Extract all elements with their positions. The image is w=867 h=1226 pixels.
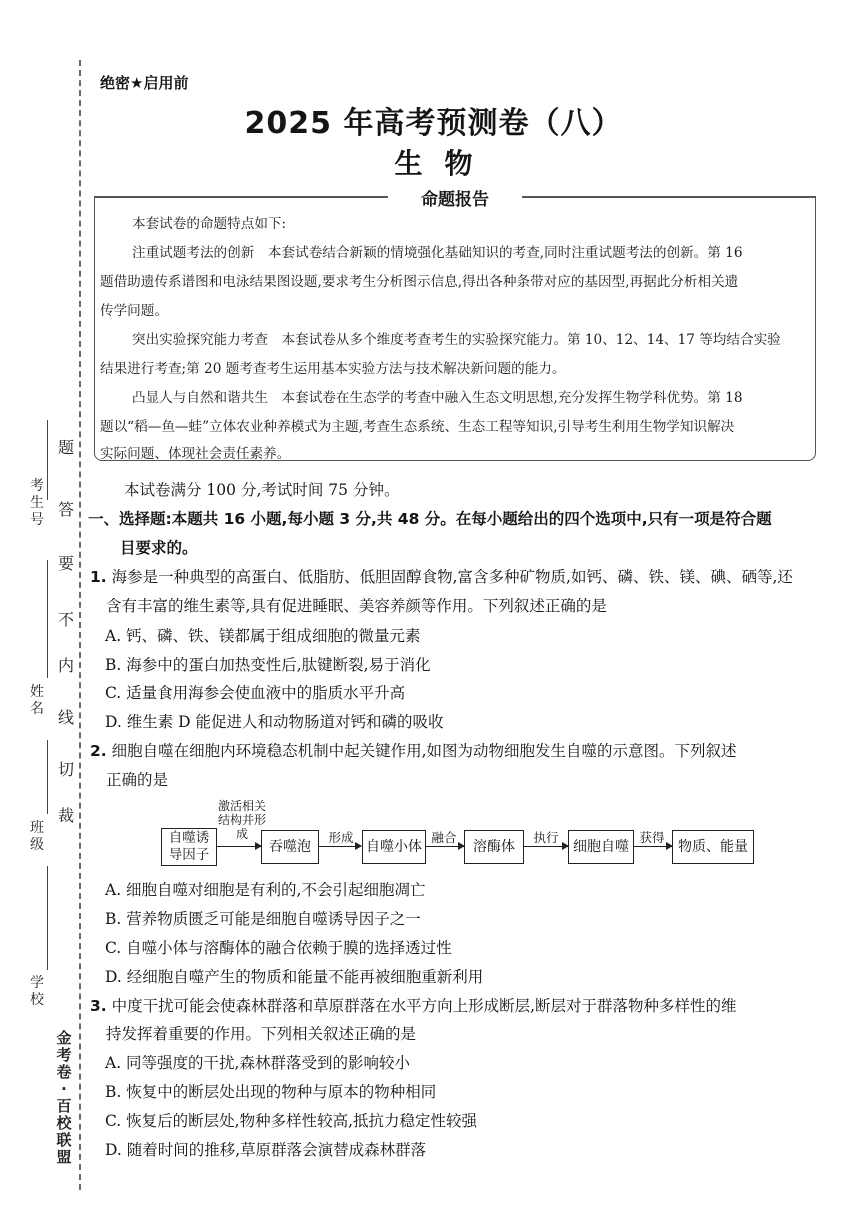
class-label: 班级 (30, 820, 44, 853)
report-line: 本套试卷的命题特点如下: (132, 216, 287, 232)
margin-char: 内 (57, 656, 74, 675)
margin-char: 裁 (57, 806, 74, 825)
question-2-stem (90, 739, 737, 761)
flow-box-phagophore: 吞噬泡 (261, 830, 319, 864)
report-line: 题以“稻—鱼—蛙”立体农业种养模式为主题,考查生态系统、生态工程等知识,引导考生利用生物学知识解决 (100, 419, 735, 435)
question-3-option-d[interactable]: D. 随着时间的推移,草原群落会演替成森林群落 (105, 1141, 427, 1159)
question-2-option-a[interactable]: A. 细胞自噬对细胞是有利的,不会引起细胞凋亡 (105, 881, 426, 899)
question-3-option-c[interactable]: C. 恢复后的断层处,物种多样性较高,抵抗力稳定性较强 (105, 1112, 478, 1130)
question-1-option-b[interactable]: B. 海参中的蛋白加热变性后,肽键断裂,易于消化 (105, 656, 431, 674)
flow-label-fuse: 融合 (431, 830, 457, 845)
class-field[interactable] (47, 740, 48, 814)
question-3-option-b[interactable]: B. 恢复中的断层处出现的物种与原本的物种相同 (105, 1083, 437, 1101)
confidential-mark: 绝密★启用前 (100, 74, 189, 92)
report-line: 突出实验探究能力考查 本套试卷从多个维度考查考生的实验探究能力。第 10、12、14、17 等均结合实验 (132, 332, 781, 348)
question-number: 3. (90, 997, 107, 1015)
question-2-option-b[interactable]: B. 营养物质匮乏可能是细胞自噬诱导因子之一 (105, 910, 421, 928)
margin-char: 线 (57, 708, 74, 727)
margin-char: 切 (57, 760, 74, 779)
school-label: 学校 (30, 975, 44, 1008)
question-number: 2. (90, 742, 107, 760)
student-id-label: 考生号 (30, 478, 44, 528)
question-1-option-d[interactable]: D. 维生素 D 能促进人和动物肠道对钙和磷的吸收 (105, 713, 444, 731)
name-field[interactable] (47, 560, 48, 678)
margin-char: 答 (57, 500, 74, 519)
question-1-option-c[interactable]: C. 适量食用海参会使血液中的脂质水平升高 (105, 684, 406, 702)
question-3-stem (90, 994, 737, 1016)
margin-char: 要 (57, 554, 74, 573)
school-field[interactable] (47, 866, 48, 970)
subject-title: 生物 (394, 147, 495, 180)
binding-cut-line (79, 60, 81, 1190)
flow-label-form: 形成 (328, 830, 354, 845)
report-title: 命题报告 (421, 190, 489, 210)
flow-box-autophagosome: 自噬小体 (362, 830, 426, 864)
flow-box-lysosome: 溶酶体 (464, 830, 524, 864)
report-line: 结果进行考查;第 20 题考查考生运用基本实验方法与技术解决新问题的能力。 (100, 361, 566, 377)
flow-arrow (524, 846, 568, 847)
report-line: 传学问题。 (100, 303, 168, 319)
question-2-option-c[interactable]: C. 自噬小体与溶酶体的融合依赖于膜的选择透过性 (105, 939, 452, 957)
name-label: 姓名 (30, 684, 44, 717)
flow-arrow (217, 846, 261, 847)
margin-char: 题 (57, 438, 74, 457)
page-title: 2025 年高考预测卷（八） (244, 106, 623, 141)
student-id-field[interactable] (47, 420, 48, 500)
question-3-stem-cont: 持发挥着重要的作用。下列相关叙述正确的是 (106, 1025, 417, 1043)
flow-label-execute: 执行 (533, 830, 559, 845)
question-3-option-a[interactable]: A. 同等强度的干扰,森林群落受到的影响较小 (105, 1054, 410, 1072)
question-2-option-d[interactable]: D. 经细胞自噬产生的物质和能量不能再被细胞重新利用 (105, 968, 484, 986)
flow-box-autophagy: 细胞自噬 (568, 830, 634, 864)
section-heading-cont: 目要求的。 (120, 539, 198, 557)
flow-arrow (319, 846, 361, 847)
margin-char: 不 (57, 610, 74, 629)
brand-vertical: 金考卷·百校联盟 (56, 1029, 72, 1166)
exam-intro: 本试卷满分 100 分,考试时间 75 分钟。 (124, 481, 400, 499)
question-1-option-a[interactable]: A. 钙、磷、铁、镁都属于组成细胞的微量元素 (105, 627, 421, 645)
question-1-stem (90, 565, 793, 587)
report-rule-right (522, 196, 816, 198)
question-text: 中度干扰可能会使森林群落和草原群落在水平方向上形成断层,断层对于群落物种多样性的维 (111, 997, 737, 1015)
report-rule-left (94, 196, 388, 198)
flow-box-products: 物质、能量 (672, 830, 754, 864)
flow-label-obtain: 获得 (639, 830, 665, 845)
question-2-stem-cont: 正确的是 (106, 771, 169, 789)
flow-box-inducer: 自噬诱导因子 (161, 828, 217, 866)
report-line: 题借助遗传系谱图和电泳结果图设题,要求考生分析图示信息,得出各种条带对应的基因型,再据此分析相关遗 (100, 274, 739, 290)
flow-label-activate: 激活相关结构并形成 (218, 799, 267, 841)
section-heading: 一、选择题:本题共 16 小题,每小题 3 分,共 48 分。在每小题给出的四个选项中,只有一项是符合题 (88, 510, 772, 528)
question-text: 海参是一种典型的高蛋白、低脂肪、低胆固醇食物,富含多种矿物质,如钙、磷、铁、镁、碘、硒等,还 (111, 568, 793, 586)
question-number: 1. (90, 568, 107, 586)
report-line: 凸显人与自然和谐共生 本套试卷在生态学的考查中融入生态文明思想,充分发挥生物学科优势。第 18 (132, 390, 743, 406)
flow-arrow (426, 846, 464, 847)
question-text: 细胞自噬在细胞内环境稳态机制中起关键作用,如图为动物细胞发生自噬的示意图。下列叙述 (111, 742, 737, 760)
question-1-stem-cont: 含有丰富的维生素等,具有促进睡眠、美容养颜等作用。下列叙述正确的是 (106, 597, 607, 615)
report-line: 实际问题、体现社会责任素养。 (100, 446, 291, 462)
report-line: 注重试题考法的创新 本套试卷结合新颖的情境强化基础知识的考查,同时注重试题考法的创新。第 16 (132, 245, 743, 261)
flow-arrow (634, 846, 672, 847)
